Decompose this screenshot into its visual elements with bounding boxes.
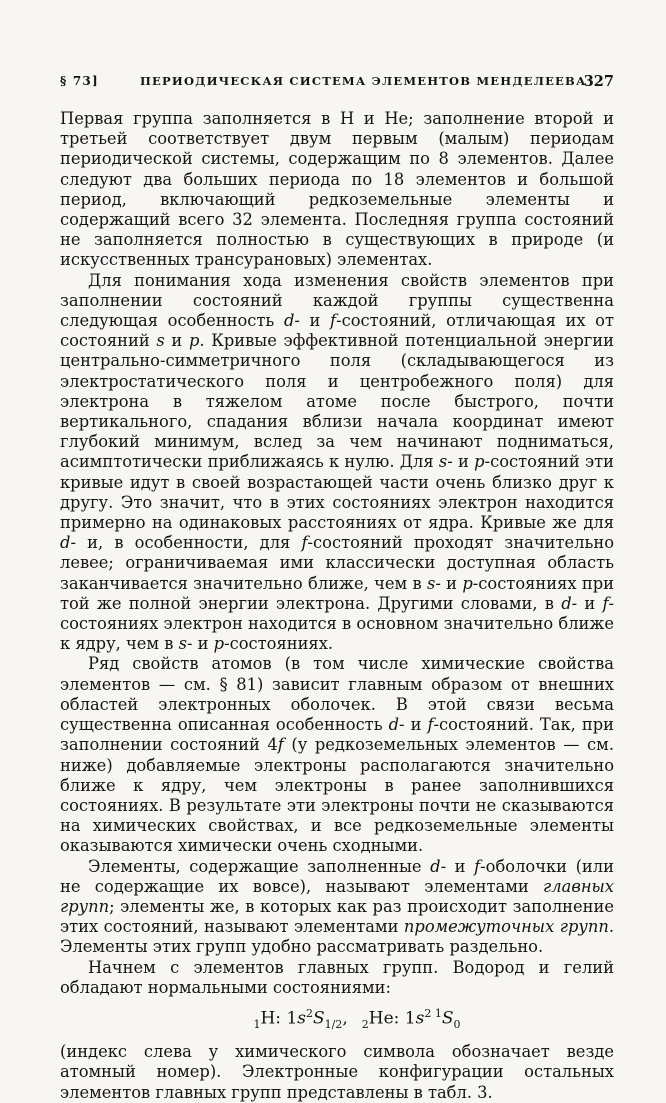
ground-state-formula: $_1$H: $1s^2S_{1/2}$, $_2$He: $1s^{2 1}S_0$ (253, 1006, 461, 1031)
page-header (60, 66, 614, 96)
paragraph-4: Элементы, содержащие заполненные d- и f-оболочки (или не содержащие их вовсе), называют элементами главных групп; элементы же, в которых как раз происходит заполнение этих состояний, называют элементами промежуточных групп. Элементы этих групп удобно рассматривать раздельно. (60, 856, 615, 957)
paragraph-2: Для понимания хода изменения свойств элементов при заполнении состояний каждой группы существенна следующая особенность d- и f-состояний, отличающая их от состояний s и p. Кривые эффективной потенциальной энергии центрально-симметричного поля (складывающегося из электростатического поля и центробежного поля) для электрона в тяжелом атоме после быстрого, почти вертикального, спадания вблизи начала координат имеют глубокий минимум, вслед за чем начинают подниматься, асимптотически приближаясь к нулю. Для s- и p-состояний эти кривые идут в своей возрастающей части очень близко друг к другу. Это значит, что в этих состояниях электрон находится примерно на одинаковых расстояниях от ядра. Кривые же для d- и, в особенности, для f-состояний проходят значительно левее; ограничиваемая ими классически доступная область заканчивается значительно ближе, чем в s- и p-состояниях при той же полной энергии электрона. Другими словами, в d- и f-состояниях электрон находится в основном значительно ближе к ядру, чем в s- и p-состояниях. (60, 270, 614, 654)
page-number: 327 (583, 73, 614, 90)
section-reference: § 73] (60, 74, 99, 88)
paragraph-5: Начнем с элементов главных групп. Водород и гелий обладают нормальными состояниями: (60, 957, 614, 997)
running-title: ПЕРИОДИЧЕСКАЯ СИСТЕМА ЭЛЕМЕНТОВ МЕНДЕЛЕЕВА (140, 74, 587, 88)
paragraph-3: Ряд свойств атомов (в том числе химические свойства элементов — см. § 81) зависит главным образом от внешних областей электронных оболочек. В этой связи весьма существенна описанная особенность d- и f-состояний. Так, при заполнении состояний 4f (у редкоземельных элементов — см. ниже) добавляемые электроны располагаются значительно ближе к ядру, чем электроны в ранее заполнившихся состояниях. В результате эти электроны почти не сказываются на химических свойствах, и все редкоземельные элементы оказываются химически очень сходными. (60, 654, 615, 856)
paragraph-6: (индекс слева у химического символа обозначает везде атомный номер). Электронные конфигурации остальных элементов главных групп представлены в табл. 3. (60, 1042, 614, 1102)
body-text (60, 109, 614, 1103)
paragraph-1: Первая группа заполняется в H и He; заполнение второй и третьей соответствует двум первым (малым) периодам периодической системы, содержащим по 8 элементов. Далее следуют два больших периода по 18 элементов и большой период, включающий редкоземельные элементы и содержащий всего 32 элемента. Последняя группа состояний не заполняется полностью в существующих в природе (и искусственных трансурановых) элементах. (60, 109, 614, 270)
